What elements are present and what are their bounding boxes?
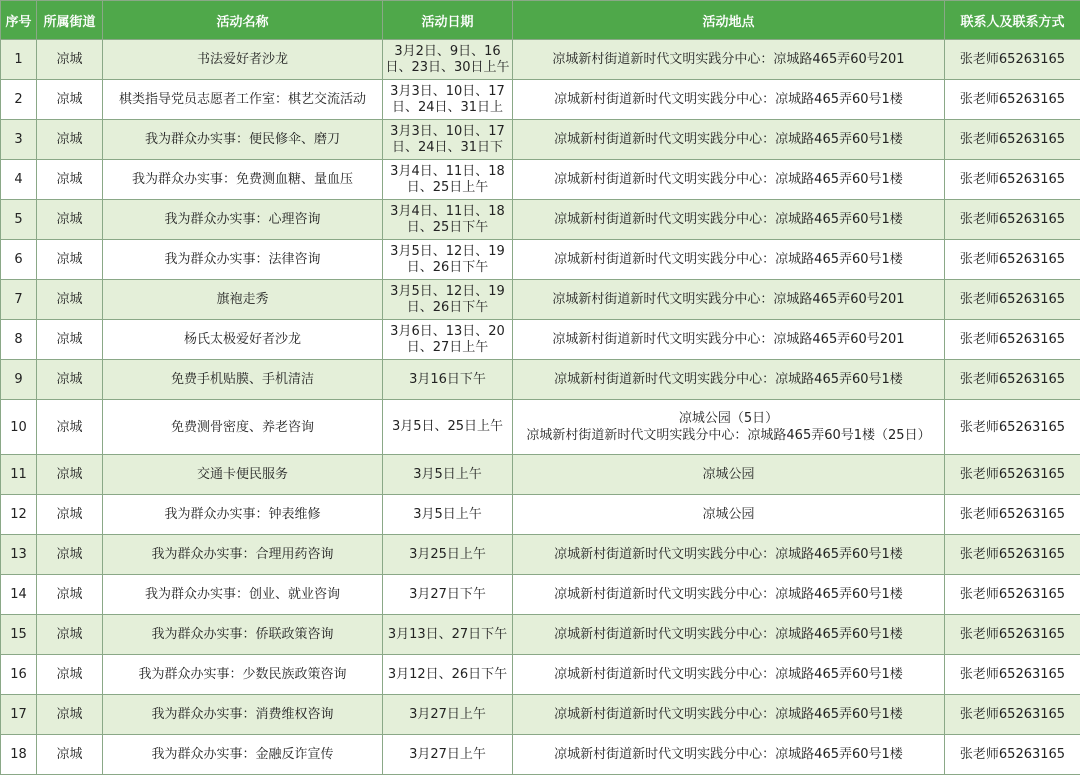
cell-street: 凉城 [37, 360, 103, 400]
cell-activity-name: 我为群众办实事：少数民族政策咨询 [103, 655, 383, 695]
table-row [1, 120, 1080, 160]
table-row [1, 160, 1080, 200]
cell-activity-place: 凉城新村街道新时代文明实践分中心：凉城路465弄60号1楼 [513, 615, 945, 655]
header-street: 所属街道 [37, 1, 103, 40]
cell-activity-name: 旗袍走秀 [103, 280, 383, 320]
table-row [1, 655, 1080, 695]
cell-activity-date: 3月16日下午 [383, 360, 513, 400]
table-row [1, 40, 1080, 80]
cell-activity-name: 我为群众办实事：金融反诈宣传 [103, 735, 383, 775]
cell-activity-name: 我为群众办实事：便民修伞、磨刀 [103, 120, 383, 160]
cell-contact: 张老师65263165 [945, 615, 1080, 655]
table-row [1, 320, 1080, 360]
cell-activity-place [513, 400, 945, 455]
table-row [1, 575, 1080, 615]
cell-activity-date: 3月6日、13日、20日、27日上午 [383, 320, 513, 360]
cell-no: 12 [1, 495, 37, 535]
header-contact: 联系人及联系方式 [945, 1, 1080, 40]
cell-activity-name: 我为群众办实事：合理用药咨询 [103, 535, 383, 575]
cell-street: 凉城 [37, 200, 103, 240]
cell-activity-place: 凉城新村街道新时代文明实践分中心：凉城路465弄60号1楼 [513, 655, 945, 695]
cell-activity-place: 凉城新村街道新时代文明实践分中心：凉城路465弄60号1楼 [513, 535, 945, 575]
table-row [1, 535, 1080, 575]
cell-no: 16 [1, 655, 37, 695]
cell-activity-place: 凉城新村街道新时代文明实践分中心：凉城路465弄60号1楼 [513, 575, 945, 615]
cell-activity-date: 3月5日上午 [383, 455, 513, 495]
cell-activity-place: 凉城新村街道新时代文明实践分中心：凉城路465弄60号1楼 [513, 200, 945, 240]
cell-no: 8 [1, 320, 37, 360]
cell-contact: 张老师65263165 [945, 695, 1080, 735]
cell-activity-place: 凉城新村街道新时代文明实践分中心：凉城路465弄60号201 [513, 320, 945, 360]
cell-street: 凉城 [37, 320, 103, 360]
cell-activity-name: 我为群众办实事：钟表维修 [103, 495, 383, 535]
cell-activity-name: 免费手机贴膜、手机清洁 [103, 360, 383, 400]
cell-street: 凉城 [37, 535, 103, 575]
cell-activity-name: 我为群众办实事：侨联政策咨询 [103, 615, 383, 655]
cell-contact: 张老师65263165 [945, 240, 1080, 280]
place-line-2: 凉城新村街道新时代文明实践分中心：凉城路465弄60号1楼（25日） [526, 428, 931, 443]
cell-activity-name: 我为群众办实事：免费测血糖、量血压 [103, 160, 383, 200]
cell-activity-place: 凉城公园 [513, 495, 945, 535]
table-row [1, 240, 1080, 280]
cell-contact: 张老师65263165 [945, 655, 1080, 695]
cell-street: 凉城 [37, 160, 103, 200]
cell-activity-place: 凉城新村街道新时代文明实践分中心：凉城路465弄60号1楼 [513, 360, 945, 400]
cell-contact: 张老师65263165 [945, 200, 1080, 240]
cell-activity-place: 凉城新村街道新时代文明实践分中心：凉城路465弄60号1楼 [513, 80, 945, 120]
cell-no: 15 [1, 615, 37, 655]
table-row [1, 495, 1080, 535]
cell-no: 3 [1, 120, 37, 160]
cell-activity-name: 我为群众办实事：创业、就业咨询 [103, 575, 383, 615]
cell-activity-place: 凉城新村街道新时代文明实践分中心：凉城路465弄60号1楼 [513, 240, 945, 280]
cell-contact: 张老师65263165 [945, 575, 1080, 615]
cell-activity-name: 书法爱好者沙龙 [103, 40, 383, 80]
cell-activity-name: 棋类指导党员志愿者工作室：棋艺交流活动 [103, 80, 383, 120]
cell-no: 2 [1, 80, 37, 120]
cell-no: 4 [1, 160, 37, 200]
cell-contact: 张老师65263165 [945, 535, 1080, 575]
cell-no: 9 [1, 360, 37, 400]
cell-contact: 张老师65263165 [945, 360, 1080, 400]
cell-activity-date: 3月4日、11日、18日、25日上午 [383, 160, 513, 200]
cell-street: 凉城 [37, 40, 103, 80]
header-row [1, 1, 1080, 40]
cell-activity-date: 3月3日、10日、17日、24日、31日下 [383, 120, 513, 160]
cell-activity-date: 3月27日上午 [383, 695, 513, 735]
cell-contact: 张老师65263165 [945, 280, 1080, 320]
header-activity-place: 活动地点 [513, 1, 945, 40]
cell-no: 14 [1, 575, 37, 615]
cell-activity-date: 3月5日、12日、19日、26日下午 [383, 240, 513, 280]
table-row [1, 400, 1080, 455]
cell-contact: 张老师65263165 [945, 400, 1080, 455]
cell-street: 凉城 [37, 240, 103, 280]
cell-activity-place: 凉城公园 [513, 455, 945, 495]
cell-activity-place: 凉城新村街道新时代文明实践分中心：凉城路465弄60号1楼 [513, 120, 945, 160]
cell-no: 11 [1, 455, 37, 495]
cell-contact: 张老师65263165 [945, 320, 1080, 360]
cell-no: 17 [1, 695, 37, 735]
header-activity-name: 活动名称 [103, 1, 383, 40]
cell-activity-date: 3月3日、10日、17日、24日、31日上 [383, 80, 513, 120]
cell-activity-date: 3月5日、12日、19日、26日下午 [383, 280, 513, 320]
cell-activity-date: 3月12日、26日下午 [383, 655, 513, 695]
cell-activity-name: 免费测骨密度、养老咨询 [103, 400, 383, 455]
cell-activity-name: 我为群众办实事：心理咨询 [103, 200, 383, 240]
cell-no: 10 [1, 400, 37, 455]
cell-activity-date: 3月5日上午 [383, 495, 513, 535]
cell-activity-date: 3月2日、9日、16日、23日、30日上午 [383, 40, 513, 80]
cell-contact: 张老师65263165 [945, 160, 1080, 200]
header-activity-date: 活动日期 [383, 1, 513, 40]
cell-contact: 张老师65263165 [945, 735, 1080, 775]
cell-activity-name: 交通卡便民服务 [103, 455, 383, 495]
table-row [1, 80, 1080, 120]
cell-no: 6 [1, 240, 37, 280]
cell-street: 凉城 [37, 400, 103, 455]
cell-street: 凉城 [37, 575, 103, 615]
cell-activity-place: 凉城新村街道新时代文明实践分中心：凉城路465弄60号201 [513, 280, 945, 320]
cell-contact: 张老师65263165 [945, 495, 1080, 535]
cell-contact: 张老师65263165 [945, 80, 1080, 120]
cell-no: 18 [1, 735, 37, 775]
cell-street: 凉城 [37, 495, 103, 535]
table-row [1, 695, 1080, 735]
cell-street: 凉城 [37, 615, 103, 655]
table-row [1, 200, 1080, 240]
cell-activity-date: 3月4日、11日、18日、25日下午 [383, 200, 513, 240]
cell-activity-place: 凉城新村街道新时代文明实践分中心：凉城路465弄60号1楼 [513, 160, 945, 200]
cell-street: 凉城 [37, 695, 103, 735]
cell-no: 5 [1, 200, 37, 240]
table-row [1, 280, 1080, 320]
table-row [1, 455, 1080, 495]
table-row [1, 615, 1080, 655]
cell-activity-date: 3月5日、25日上午 [383, 400, 513, 455]
cell-street: 凉城 [37, 280, 103, 320]
cell-no: 13 [1, 535, 37, 575]
cell-activity-date: 3月27日上午 [383, 735, 513, 775]
cell-activity-name: 我为群众办实事：法律咨询 [103, 240, 383, 280]
cell-activity-place: 凉城新村街道新时代文明实践分中心：凉城路465弄60号1楼 [513, 695, 945, 735]
table-row [1, 360, 1080, 400]
cell-activity-date: 3月13日、27日下午 [383, 615, 513, 655]
cell-activity-name: 杨氏太极爱好者沙龙 [103, 320, 383, 360]
cell-contact: 张老师65263165 [945, 120, 1080, 160]
cell-activity-place: 凉城新村街道新时代文明实践分中心：凉城路465弄60号201 [513, 40, 945, 80]
cell-activity-place: 凉城新村街道新时代文明实践分中心：凉城路465弄60号1楼 [513, 735, 945, 775]
cell-no: 1 [1, 40, 37, 80]
cell-street: 凉城 [37, 80, 103, 120]
cell-no: 7 [1, 280, 37, 320]
cell-contact: 张老师65263165 [945, 455, 1080, 495]
cell-street: 凉城 [37, 120, 103, 160]
cell-contact: 张老师65263165 [945, 40, 1080, 80]
cell-street: 凉城 [37, 455, 103, 495]
cell-street: 凉城 [37, 735, 103, 775]
cell-activity-date: 3月25日上午 [383, 535, 513, 575]
table-row [1, 735, 1080, 775]
place-line-1: 凉城公园（5日） [678, 411, 779, 426]
header-no: 序号 [1, 1, 37, 40]
cell-activity-name: 我为群众办实事：消费维权咨询 [103, 695, 383, 735]
cell-street: 凉城 [37, 655, 103, 695]
cell-activity-date: 3月27日下午 [383, 575, 513, 615]
